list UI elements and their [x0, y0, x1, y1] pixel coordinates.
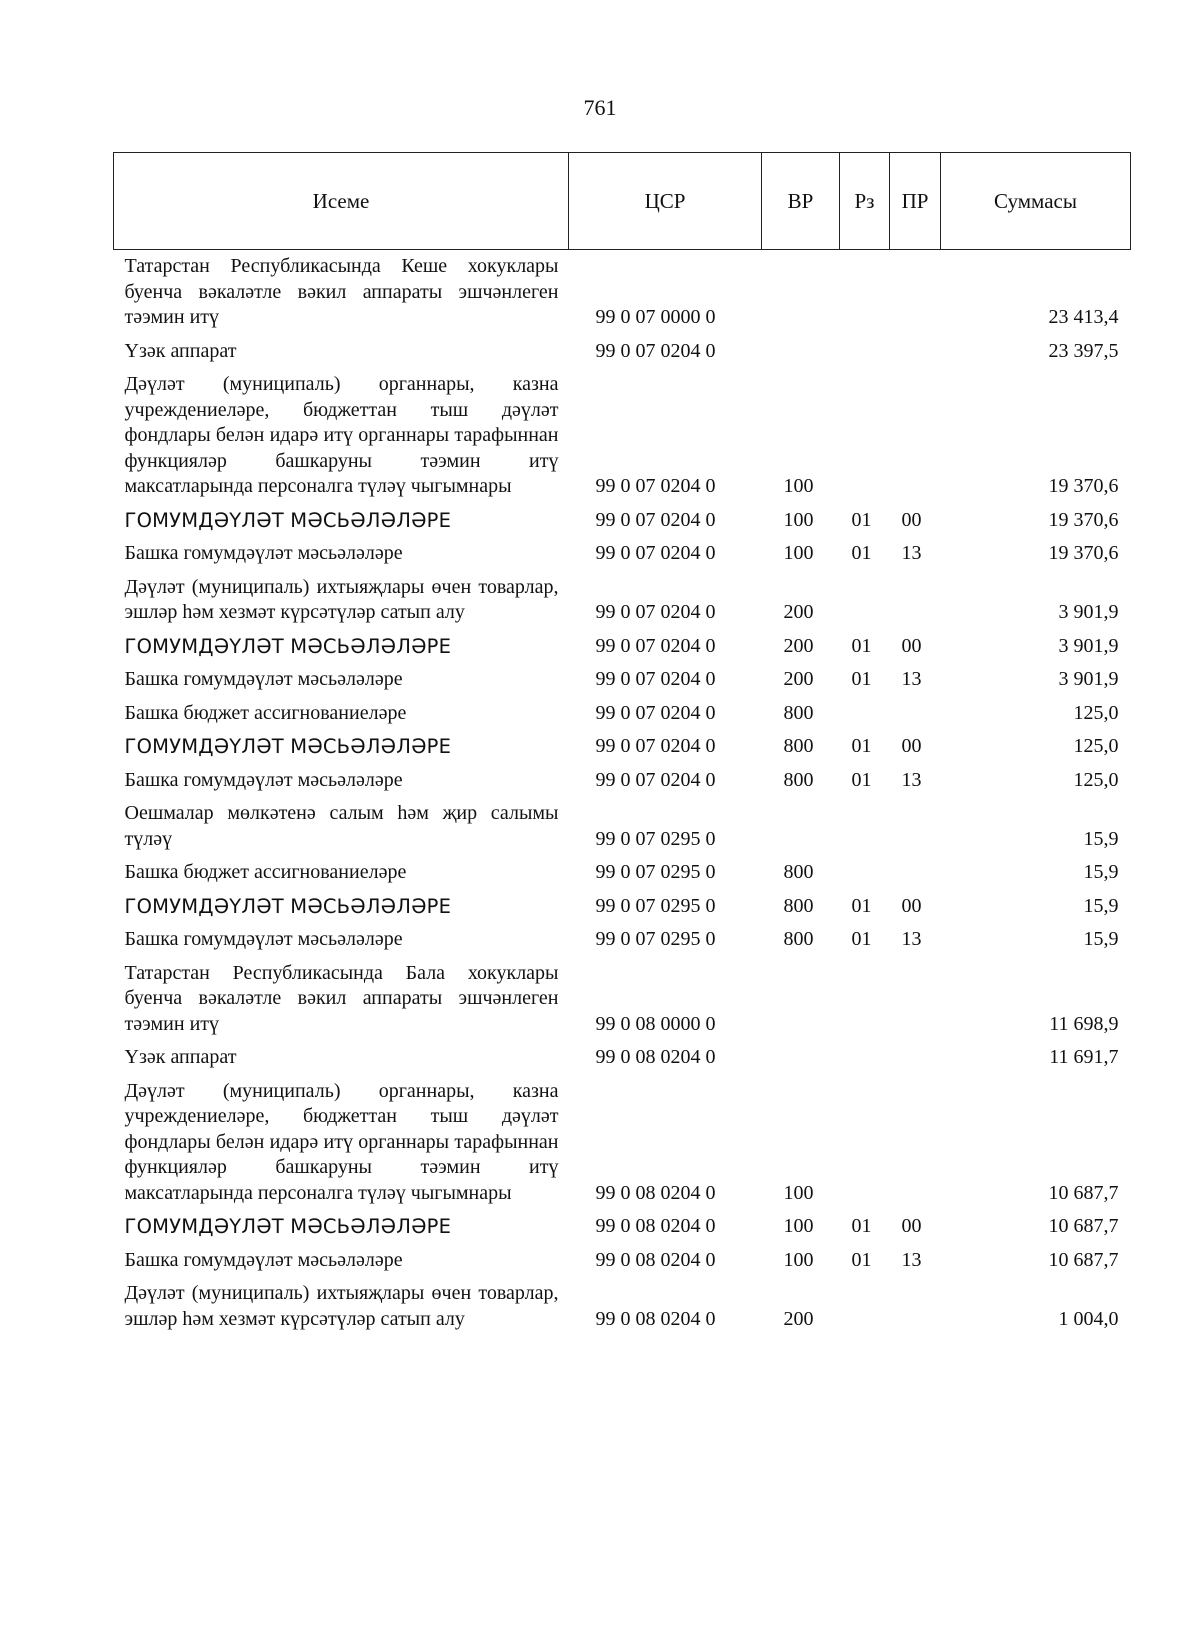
table-row — [114, 764, 1131, 798]
cell-rz: 01 — [851, 894, 872, 917]
table-row — [114, 1244, 1131, 1278]
cell-vr: 200 — [783, 1307, 814, 1330]
cell-vr — [762, 1041, 840, 1075]
cell-sum: 3 901,9 — [1058, 601, 1119, 623]
cell-csr: 99 0 07 0295 0 — [595, 827, 716, 850]
header-sum: Суммасы — [941, 153, 1131, 250]
cell-vr: 100 — [783, 542, 814, 564]
cell-rz — [840, 571, 890, 630]
cell-vr: 800 — [783, 928, 814, 950]
cell-name: Башка гомумдәүләт мәсьәләләре — [124, 1248, 403, 1271]
cell-name: Оешмалар мөлкәтенә салым һәм җир салымы түләү — [124, 802, 559, 850]
cell-csr: 99 0 07 0204 0 — [595, 768, 716, 791]
table-row — [114, 1041, 1131, 1075]
cell-vr: 100 — [783, 475, 814, 497]
cell-csr: 99 0 07 0204 0 — [595, 668, 716, 690]
table-row — [114, 571, 1131, 630]
table-row — [114, 1277, 1131, 1336]
cell-vr: 100 — [783, 1248, 814, 1271]
cell-sum: 19 370,6 — [1048, 475, 1119, 497]
cell-pr: 00 — [901, 508, 922, 531]
cell-pr — [890, 797, 941, 856]
cell-rz: 01 — [851, 735, 872, 757]
table-row — [114, 335, 1131, 369]
cell-pr: 00 — [901, 634, 922, 657]
table-row — [114, 797, 1131, 856]
cell-sum: 125,0 — [1073, 768, 1119, 791]
cell-pr — [890, 957, 941, 1042]
cell-rz — [840, 368, 890, 504]
cell-pr: 13 — [901, 542, 922, 564]
cell-csr: 99 0 07 0295 0 — [595, 861, 716, 883]
cell-sum: 19 370,6 — [1048, 542, 1119, 564]
cell-rz — [840, 797, 890, 856]
cell-csr: 99 0 07 0204 0 — [595, 601, 716, 623]
cell-csr: 99 0 07 0204 0 — [595, 508, 716, 531]
cell-name: ГОМУМДӘҮЛӘТ МӘСЬӘЛӘЛӘРЕ — [124, 735, 452, 758]
cell-pr: 13 — [901, 768, 922, 791]
header-vr: ВР — [762, 153, 840, 250]
cell-pr — [890, 856, 941, 890]
cell-sum: 15,9 — [1083, 861, 1119, 883]
cell-rz — [840, 856, 890, 890]
cell-name: Башка гомумдәүләт мәсьәләләре — [124, 668, 403, 690]
cell-csr: 99 0 07 0204 0 — [595, 475, 716, 497]
cell-pr: 13 — [901, 1248, 922, 1271]
cell-pr: 00 — [901, 735, 922, 757]
cell-sum: 10 687,7 — [1048, 1215, 1119, 1237]
cell-csr: 99 0 07 0204 0 — [595, 339, 716, 362]
cell-rz: 01 — [851, 1215, 872, 1237]
table-row — [114, 730, 1131, 764]
cell-sum: 125,0 — [1073, 701, 1119, 724]
cell-name: Башка бюджет ассигнованиеләре — [124, 861, 407, 883]
cell-name: Үзәк аппарат — [124, 339, 237, 362]
cell-name: ГОМУМДӘҮЛӘТ МӘСЬӘЛӘЛӘРЕ — [124, 894, 452, 918]
table-row — [114, 1210, 1131, 1244]
cell-pr — [890, 1041, 941, 1075]
cell-sum: 15,9 — [1083, 827, 1119, 850]
cell-csr: 99 0 08 0204 0 — [595, 1215, 716, 1237]
cell-pr — [890, 697, 941, 731]
table-row — [114, 957, 1131, 1042]
cell-rz: 01 — [851, 928, 872, 950]
cell-sum: 1 004,0 — [1058, 1307, 1119, 1330]
cell-csr: 99 0 07 0204 0 — [595, 542, 716, 564]
cell-rz — [840, 1041, 890, 1075]
table-body — [114, 250, 1131, 1337]
cell-rz: 01 — [851, 542, 872, 564]
header-pr: ПР — [890, 153, 941, 250]
cell-sum: 23 397,5 — [1048, 339, 1119, 362]
cell-rz — [840, 957, 890, 1042]
cell-name: Дәүләт (муниципаль) органнары, казна учреждениеләре, бюджеттан тыш дәүләт фондлары белән идарә итү органнары тарафыннан функцияләр башкаруны тәэмин итү максатларында персоналга түләү чыгымнары — [124, 1079, 559, 1204]
cell-pr — [890, 571, 941, 630]
cell-csr: 99 0 08 0204 0 — [595, 1181, 716, 1204]
cell-pr: 13 — [901, 928, 922, 950]
cell-csr: 99 0 07 0204 0 — [595, 634, 716, 657]
cell-vr — [762, 797, 840, 856]
cell-rz: 01 — [851, 634, 872, 657]
cell-vr: 200 — [783, 601, 814, 623]
table-row — [114, 663, 1131, 697]
cell-rz — [840, 335, 890, 369]
cell-vr: 100 — [783, 1181, 814, 1204]
cell-csr: 99 0 07 0204 0 — [595, 735, 716, 757]
cell-name: Дәүләт (муниципаль) органнары, казна учреждениеләре, бюджеттан тыш дәүләт фондлары белән идарә итү органнары тарафыннан функцияләр башкаруны тәэмин итү максатларында персоналга түләү чыгымнары — [124, 373, 559, 497]
cell-rz: 01 — [851, 768, 872, 791]
header-rz: Рз — [840, 153, 890, 250]
table-row — [114, 630, 1131, 664]
table-row — [114, 250, 1131, 335]
table-row — [114, 537, 1131, 571]
cell-name: Дәүләт (муниципаль) ихтыяҗлары өчен товарлар, эшләр һәм хезмәт күрсәтүләр сатып алу — [124, 1282, 559, 1330]
cell-csr: 99 0 08 0000 0 — [595, 1012, 716, 1035]
cell-vr — [762, 250, 840, 335]
table-row — [114, 504, 1131, 538]
cell-pr: 00 — [901, 1215, 922, 1237]
cell-sum: 3 901,9 — [1058, 668, 1119, 690]
cell-pr — [890, 368, 941, 504]
cell-pr: 00 — [901, 894, 922, 917]
cell-rz — [840, 250, 890, 335]
cell-vr: 800 — [783, 894, 814, 917]
cell-pr — [890, 250, 941, 335]
cell-name: Татарстан Республикасында Бала хокуклары буенча вәкаләтле вәкил аппараты эшчәнлеген тәэмин итү — [124, 961, 559, 1035]
cell-rz: 01 — [851, 668, 872, 690]
cell-sum: 11 698,9 — [1049, 1012, 1119, 1035]
cell-sum: 10 687,7 — [1048, 1181, 1119, 1204]
cell-vr: 800 — [783, 735, 814, 757]
cell-pr — [890, 1277, 941, 1336]
cell-vr: 800 — [783, 768, 814, 791]
cell-name: Татарстан Республикасында Кеше хокуклары буенча вәкаләтле вәкил аппараты эшчәнлеген тәэмин итү — [124, 255, 559, 328]
cell-name: Башка бюджет ассигнованиеләре — [124, 701, 407, 724]
cell-pr — [890, 335, 941, 369]
cell-csr: 99 0 07 0295 0 — [595, 928, 716, 950]
table-row — [114, 856, 1131, 890]
cell-csr: 99 0 07 0204 0 — [595, 701, 716, 724]
table-row — [114, 368, 1131, 504]
header-name: Исеме — [114, 153, 569, 250]
cell-rz: 01 — [851, 1248, 872, 1271]
cell-csr: 99 0 07 0000 0 — [595, 306, 716, 328]
cell-csr: 99 0 08 0204 0 — [595, 1307, 716, 1330]
cell-name: ГОМУМДӘҮЛӘТ МӘСЬӘЛӘЛӘРЕ — [124, 634, 452, 658]
cell-sum: 125,0 — [1073, 735, 1119, 757]
cell-rz — [840, 697, 890, 731]
cell-vr: 200 — [783, 668, 814, 690]
table-row — [114, 923, 1131, 957]
cell-sum: 23 413,4 — [1048, 306, 1119, 328]
table-row — [114, 1075, 1131, 1211]
page-number: 761 — [583, 95, 617, 120]
cell-sum: 11 691,7 — [1049, 1046, 1119, 1068]
cell-csr: 99 0 08 0204 0 — [595, 1248, 716, 1271]
cell-name: Башка гомумдәүләт мәсьәләләре — [124, 768, 403, 791]
cell-vr: 100 — [783, 508, 814, 531]
cell-name: Башка гомумдәүләт мәсьәләләре — [124, 542, 403, 564]
table-header — [114, 153, 1131, 250]
header-row — [114, 153, 1131, 250]
cell-vr — [762, 335, 840, 369]
cell-vr: 100 — [783, 1215, 814, 1237]
cell-csr: 99 0 07 0295 0 — [595, 894, 716, 917]
cell-pr — [890, 1075, 941, 1211]
cell-sum: 15,9 — [1083, 894, 1119, 917]
cell-rz — [840, 1277, 890, 1336]
table-row — [114, 890, 1131, 924]
cell-name: ГОМУМДӘҮЛӘТ МӘСЬӘЛӘЛӘРЕ — [124, 508, 452, 532]
cell-vr: 800 — [783, 701, 814, 724]
budget-table — [113, 152, 1131, 1336]
cell-rz: 01 — [851, 508, 872, 531]
cell-pr: 13 — [901, 668, 922, 690]
cell-sum: 15,9 — [1083, 928, 1119, 950]
cell-sum: 3 901,9 — [1058, 634, 1119, 657]
cell-name: Үзәк аппарат — [124, 1046, 237, 1068]
cell-name: Дәүләт (муниципаль) ихтыяҗлары өчен товарлар, эшләр һәм хезмәт күрсәтүләр сатып алу — [124, 575, 559, 623]
cell-vr: 800 — [783, 861, 814, 883]
cell-rz — [840, 1075, 890, 1211]
cell-csr: 99 0 08 0204 0 — [595, 1046, 716, 1068]
cell-vr — [762, 957, 840, 1042]
cell-sum: 19 370,6 — [1048, 508, 1119, 531]
table-row — [114, 697, 1131, 731]
cell-vr: 200 — [783, 634, 814, 657]
cell-sum: 10 687,7 — [1048, 1248, 1119, 1271]
cell-name: ГОМУМДӘҮЛӘТ МӘСЬӘЛӘЛӘРЕ — [124, 1215, 452, 1238]
header-csr: ЦСР — [569, 153, 762, 250]
cell-name: Башка гомумдәүләт мәсьәләләре — [124, 928, 403, 950]
